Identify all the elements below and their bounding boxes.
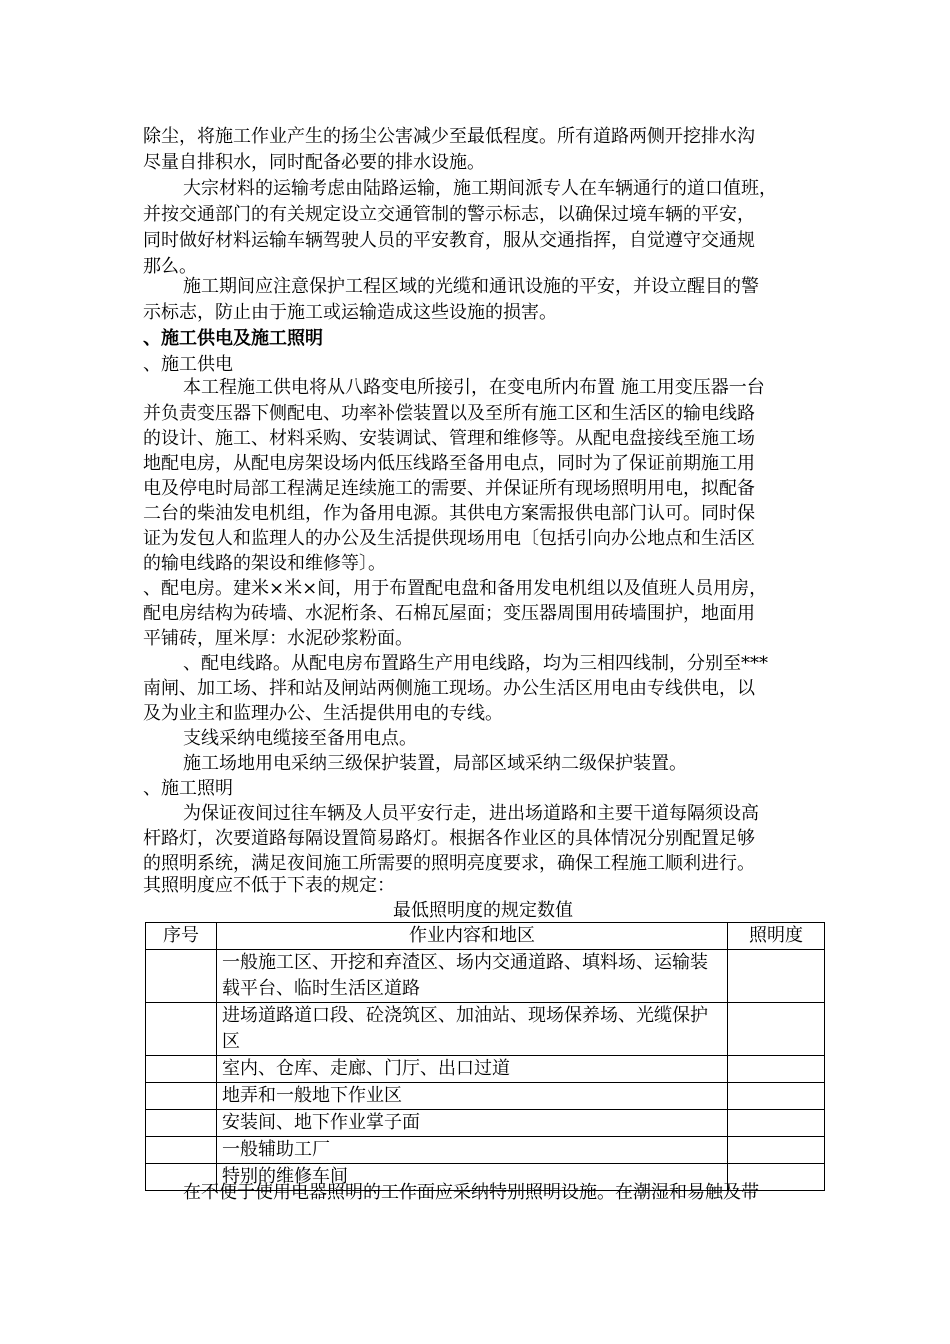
paragraph-transport-line-3: 同时做好材料运输车辆驾驶人员的平安教育，服从交通指挥，自觉遵守交通规 (143, 230, 755, 251)
paragraph-lines-line-1: 、配电线路。从配电房布置路生产用电线路，均为三相四线制，分别至*** (183, 653, 768, 674)
heading-power-and-lighting: 、施工供电及施工照明 (143, 328, 323, 349)
paragraph-cable-line-1: 施工期间应注意保护工程区域的光缆和通讯设施的平安，并设立醒目的警 (183, 276, 759, 297)
cell-area: 安装间、地下作业掌子面 (217, 1110, 728, 1137)
paragraph-supply-line-1: 本工程施工供电将从八路变电所接引，在变电所内布置 施工用变压器一台 (183, 377, 765, 398)
paragraph-supply-line-7: 证为发包人和监理人的办公及生活提供现场用电〔包括引向办公地点和生活区 (143, 528, 755, 549)
paragraph-lighting-line-2: 杆路灯，次要道路每隔设置简易路灯。根据各作业区的具体情况分别配置足够 (143, 828, 755, 849)
paragraph-supply-line-3: 的设计、施工、材料采购、安装调试、管理和维修等。从配电盘接线至施工场 (143, 428, 755, 449)
paragraph-transport-line-1: 大宗材料的运输考虑由陆路运输，施工期间派专人在车辆通行的道口值班， (183, 178, 777, 199)
paragraph-lines-line-3: 及为业主和监理办公、生活提供用电的专线。 (143, 703, 503, 724)
table-row (146, 1056, 825, 1083)
cell-illuminance (728, 1110, 825, 1137)
table-caption: 最低照明度的规定数值 (393, 900, 573, 921)
cell-index (146, 1083, 217, 1110)
cell-illuminance (728, 1137, 825, 1164)
paragraph-supply-line-6: 二台的柴油发电机组，作为备用电源。其供电方案需报供电部门认可。同时保 (143, 503, 755, 524)
paragraph-room-line-3: 平铺砖，厘米厚：水泥砂浆粉面。 (143, 628, 413, 649)
header-index: 序号 (146, 923, 217, 950)
paragraph-protection: 施工场地用电采纳三级保护装置，局部区域采纳二级保护装置。 (183, 753, 687, 774)
paragraph-lines-line-2: 南闸、加工场、拌和站及闸站两侧施工现场。办公生活区用电由专线供电，以 (143, 678, 755, 699)
paragraph-transport-line-4: 那么。 (143, 256, 197, 277)
heading-power-supply: 、施工供电 (143, 354, 233, 375)
table-header-row (146, 923, 825, 950)
illumination-table (145, 922, 825, 1191)
paragraph-room-line-2: 配电房结构为砖墙、水泥桁条、石棉瓦屋面；变压器周围用砖墙围护，地面用 (143, 603, 755, 624)
cell-area: 一般辅助工厂 (217, 1137, 728, 1164)
paragraph-supply-line-5: 电及停电时局部工程满足连续施工的需要、并保证所有现场照明用电，拟配备 (143, 478, 755, 499)
header-area: 作业内容和地区 (217, 923, 728, 950)
cell-illuminance (728, 1056, 825, 1083)
table-row (146, 1003, 825, 1056)
table-row (146, 950, 825, 1003)
cell-index (146, 950, 217, 1003)
paragraph-dust-line-2: 尽量自排积水，同时配备必要的排水设施。 (143, 152, 485, 173)
paragraph-branch-cable: 支线采纳电缆接至备用电点。 (183, 728, 417, 749)
cell-area: 进场道路道口段、砼浇筑区、加油站、现场保养场、光缆保护区 (217, 1003, 728, 1056)
paragraph-supply-line-2: 并负责变压器下侧配电、功率补偿装置以及至所有施工区和生活区的输电线路 (143, 403, 755, 424)
paragraph-dust-line-1: 除尘，将施工作业产生的扬尘公害减少至最低程度。所有道路两侧开挖排水沟 (143, 126, 755, 147)
paragraph-lighting-line-1: 为保证夜间过往车辆及人员平安行走，进出场道路和主要干道每隔须设高 (183, 803, 759, 824)
cell-index (146, 1056, 217, 1083)
paragraph-special-lighting: 在不便于使用电器照明的工作面应采纳特别照明设施。在潮湿和易触及带 (183, 1182, 759, 1203)
paragraph-lighting-line-3: 的照明系统，满足夜间施工所需要的照明亮度要求，确保工程施工顺利进行。 (143, 853, 755, 874)
paragraph-supply-line-4: 地配电房，从配电房架设场内低压线路至备用电点，同时为了保证前期施工用 (143, 453, 755, 474)
table-row (146, 1110, 825, 1137)
cell-index (146, 1003, 217, 1056)
cell-index (146, 1110, 217, 1137)
paragraph-table-intro: 其照明度应不低于下表的规定： (143, 875, 395, 896)
header-illuminance: 照明度 (728, 923, 825, 950)
paragraph-transport-line-2: 并按交通部门的有关规定设立交通管制的警示标志，以确保过境车辆的平安， (143, 204, 755, 225)
cell-area: 室内、仓库、走廊、门厅、出口过道 (217, 1056, 728, 1083)
cell-illuminance (728, 1083, 825, 1110)
heading-construction-lighting: 、施工照明 (143, 778, 233, 799)
paragraph-supply-line-8: 的输电线路的架设和维修等〕。 (143, 553, 386, 574)
paragraph-room-line-1: 、配电房。建米×米×间，用于布置配电盘和备用发电机组以及值班人员用房， (143, 578, 768, 599)
cell-illuminance (728, 1003, 825, 1056)
table-row (146, 1083, 825, 1110)
cell-index (146, 1137, 217, 1164)
cell-area: 一般施工区、开挖和弃渣区、场内交通道路、填料场、运输装载平台、临时生活区道路 (217, 950, 728, 1003)
paragraph-cable-line-2: 示标志，防止由于施工或运输造成这些设施的损害。 (143, 302, 557, 323)
cell-area: 特别的维修车间 (217, 1164, 728, 1191)
cell-illuminance (728, 950, 825, 1003)
cell-area: 地弄和一般地下作业区 (217, 1083, 728, 1110)
table-row (146, 1137, 825, 1164)
